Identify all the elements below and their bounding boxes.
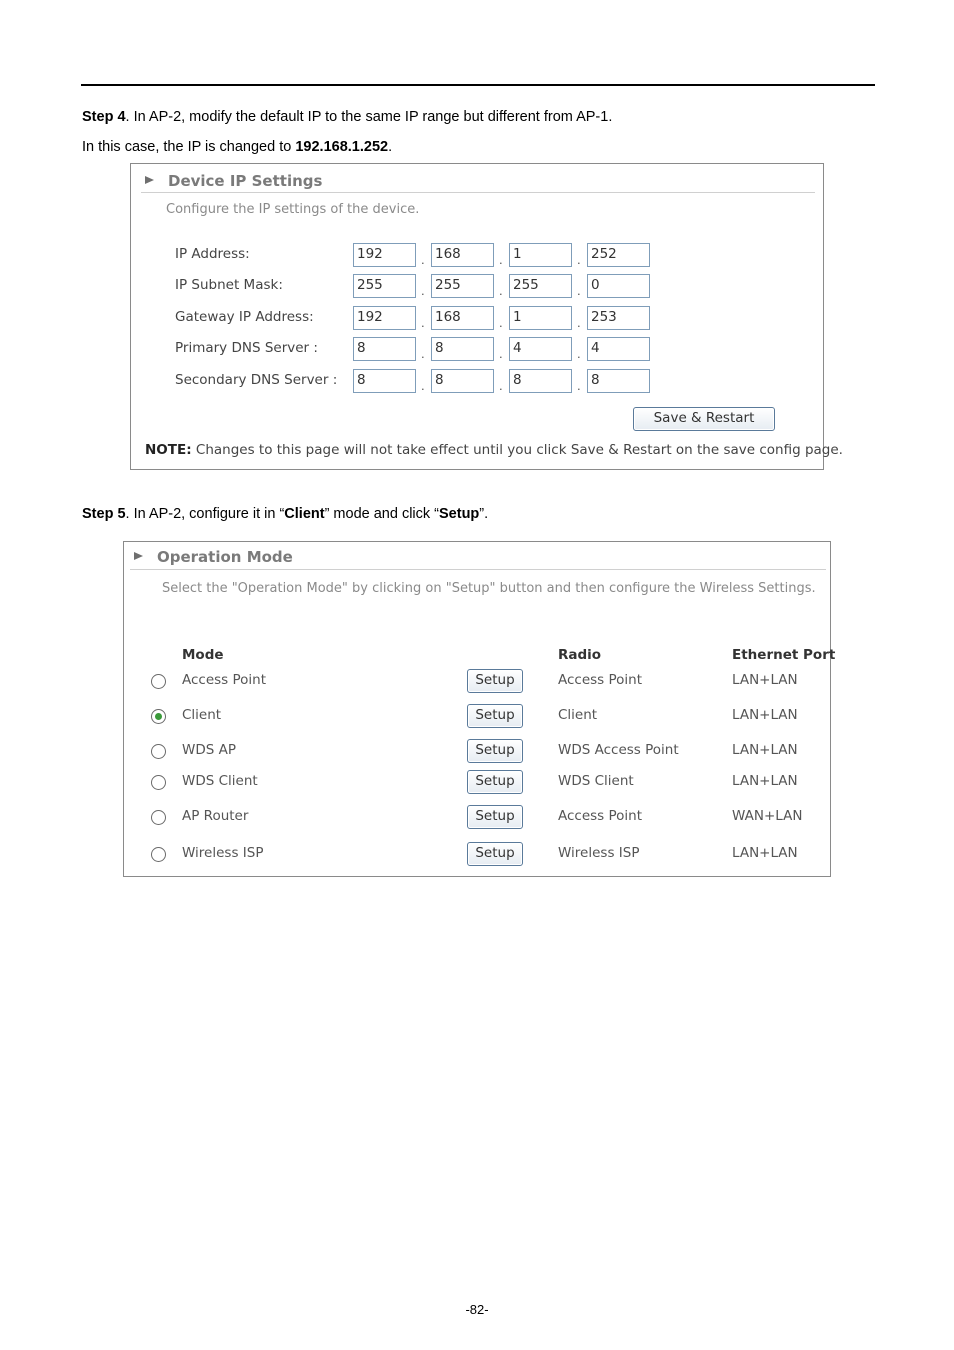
ethernet-port: LAN+LAN <box>732 672 798 688</box>
step4-text: . In AP-2, modify the default IP to the same IP range but different from AP-1. <box>125 109 613 125</box>
mode-name: WDS Client <box>182 773 258 789</box>
mode-radio-button[interactable] <box>151 847 166 862</box>
ip-octet-input[interactable]: 1 <box>509 243 572 267</box>
step5-text-c: ”. <box>479 506 489 522</box>
device-ip-settings-title: Device IP Settings <box>168 172 323 190</box>
step4-line2-suffix: . <box>388 139 393 155</box>
ip-octet-input[interactable]: 4 <box>587 337 650 361</box>
ip-octet-input[interactable]: 252 <box>587 243 650 267</box>
mode-radio-button[interactable] <box>151 674 166 689</box>
step4-ip-line <box>82 139 392 155</box>
ip-octet-input[interactable]: 192 <box>353 306 416 330</box>
ethernet-port-column-header: Ethernet Port <box>732 647 836 663</box>
setup-button[interactable]: Setup <box>467 842 523 866</box>
ip-octet-input[interactable]: 255 <box>509 274 572 298</box>
save-restart-button[interactable]: Save & Restart <box>633 407 775 431</box>
octet-separator: . <box>577 378 581 393</box>
panel-divider <box>141 192 815 193</box>
ip-octet-input[interactable]: 8 <box>587 369 650 393</box>
octet-separator: . <box>421 346 425 361</box>
ip-octet-input[interactable]: 0 <box>587 274 650 298</box>
ip-octet-input[interactable]: 192 <box>353 243 416 267</box>
setup-button[interactable]: Setup <box>467 805 523 829</box>
radio-type: WDS Client <box>558 773 634 789</box>
mode-name: Wireless ISP <box>182 845 264 861</box>
setup-button[interactable]: Setup <box>467 704 523 728</box>
mode-radio-button[interactable] <box>151 709 166 724</box>
step4-target-ip: 192.168.1.252 <box>295 139 389 155</box>
operation-mode-title: Operation Mode <box>157 548 293 566</box>
step4-label: Step 4 <box>82 109 126 125</box>
ip-octet-input[interactable]: 8 <box>353 337 416 361</box>
step4-instruction <box>82 109 612 125</box>
radio-column-header: Radio <box>558 647 602 663</box>
step5-client: Client <box>284 506 325 522</box>
setup-button[interactable]: Setup <box>467 669 523 693</box>
ethernet-port: LAN+LAN <box>732 707 798 723</box>
radio-type: Wireless ISP <box>558 845 640 861</box>
mode-column-header: Mode <box>182 647 224 663</box>
octet-separator: . <box>499 252 503 267</box>
setup-button[interactable]: Setup <box>467 739 523 763</box>
setup-button[interactable]: Setup <box>467 770 523 794</box>
field-label: IP Subnet Mask: <box>175 277 283 293</box>
field-label: Gateway IP Address: <box>175 309 314 325</box>
octet-separator: . <box>577 346 581 361</box>
note-text: Changes to this page will not take effect until you click Save & Restart on the save config page. <box>191 442 843 458</box>
mode-radio-button[interactable] <box>151 775 166 790</box>
device-ip-settings-description: Configure the IP settings of the device. <box>166 202 420 217</box>
mode-radio-button[interactable] <box>151 744 166 759</box>
step5-text-b: ” mode and click “ <box>324 506 440 522</box>
octet-separator: . <box>499 315 503 330</box>
step5-setup: Setup <box>439 506 480 522</box>
octet-separator: . <box>577 252 581 267</box>
ip-octet-input[interactable]: 253 <box>587 306 650 330</box>
octet-separator: . <box>577 315 581 330</box>
ethernet-port: WAN+LAN <box>732 808 803 824</box>
octet-separator: . <box>499 346 503 361</box>
step5-instruction <box>82 506 488 522</box>
octet-separator: . <box>577 283 581 298</box>
field-label: Secondary DNS Server : <box>175 372 338 388</box>
mode-name: WDS AP <box>182 742 236 758</box>
radio-type: Access Point <box>558 808 643 824</box>
ip-octet-input[interactable]: 8 <box>431 369 494 393</box>
octet-separator: . <box>421 315 425 330</box>
mode-name: Client <box>182 707 222 723</box>
ip-octet-input[interactable]: 4 <box>509 337 572 361</box>
octet-separator: . <box>499 378 503 393</box>
ethernet-port: LAN+LAN <box>732 773 798 789</box>
ip-octet-input[interactable]: 255 <box>353 274 416 298</box>
header-rule <box>81 84 875 86</box>
radio-type: Access Point <box>558 672 643 688</box>
page-number: -82- <box>465 1302 489 1317</box>
ip-octet-input[interactable]: 255 <box>431 274 494 298</box>
octet-separator: . <box>421 378 425 393</box>
octet-separator: . <box>421 283 425 298</box>
mode-radio-button[interactable] <box>151 810 166 825</box>
step5-label: Step 5 <box>82 506 126 522</box>
step4-line2-prefix: In this case, the IP is changed to <box>82 139 296 155</box>
field-label: IP Address: <box>175 246 250 262</box>
note-label: NOTE: <box>145 442 192 458</box>
operation-mode-panel <box>123 541 836 877</box>
mode-name: Access Point <box>182 672 267 688</box>
ip-octet-input[interactable]: 8 <box>431 337 494 361</box>
step5-text-a: . In AP-2, configure it in “ <box>125 506 285 522</box>
octet-separator: . <box>421 252 425 267</box>
collapse-arrow-icon <box>134 552 143 560</box>
ip-octet-input[interactable]: 1 <box>509 306 572 330</box>
device-ip-settings-header <box>145 172 322 190</box>
operation-mode-description: Select the "Operation Mode" by clicking on "Setup" button and then configure the Wireless Settings. <box>162 581 816 596</box>
radio-type: Client <box>558 707 598 723</box>
radio-type: WDS Access Point <box>558 742 679 758</box>
mode-name: AP Router <box>182 808 249 824</box>
ethernet-port: LAN+LAN <box>732 742 798 758</box>
ip-octet-input[interactable]: 8 <box>509 369 572 393</box>
octet-separator: . <box>499 283 503 298</box>
panel-divider <box>130 569 826 570</box>
ethernet-port: LAN+LAN <box>732 845 798 861</box>
ip-octet-input[interactable]: 168 <box>431 243 494 267</box>
collapse-arrow-icon <box>145 176 154 184</box>
ip-octet-input[interactable]: 168 <box>431 306 494 330</box>
save-note <box>145 442 843 458</box>
field-label: Primary DNS Server : <box>175 340 318 356</box>
device-ip-settings-panel <box>130 163 843 470</box>
operation-mode-header <box>134 548 293 566</box>
ip-octet-input[interactable]: 8 <box>353 369 416 393</box>
